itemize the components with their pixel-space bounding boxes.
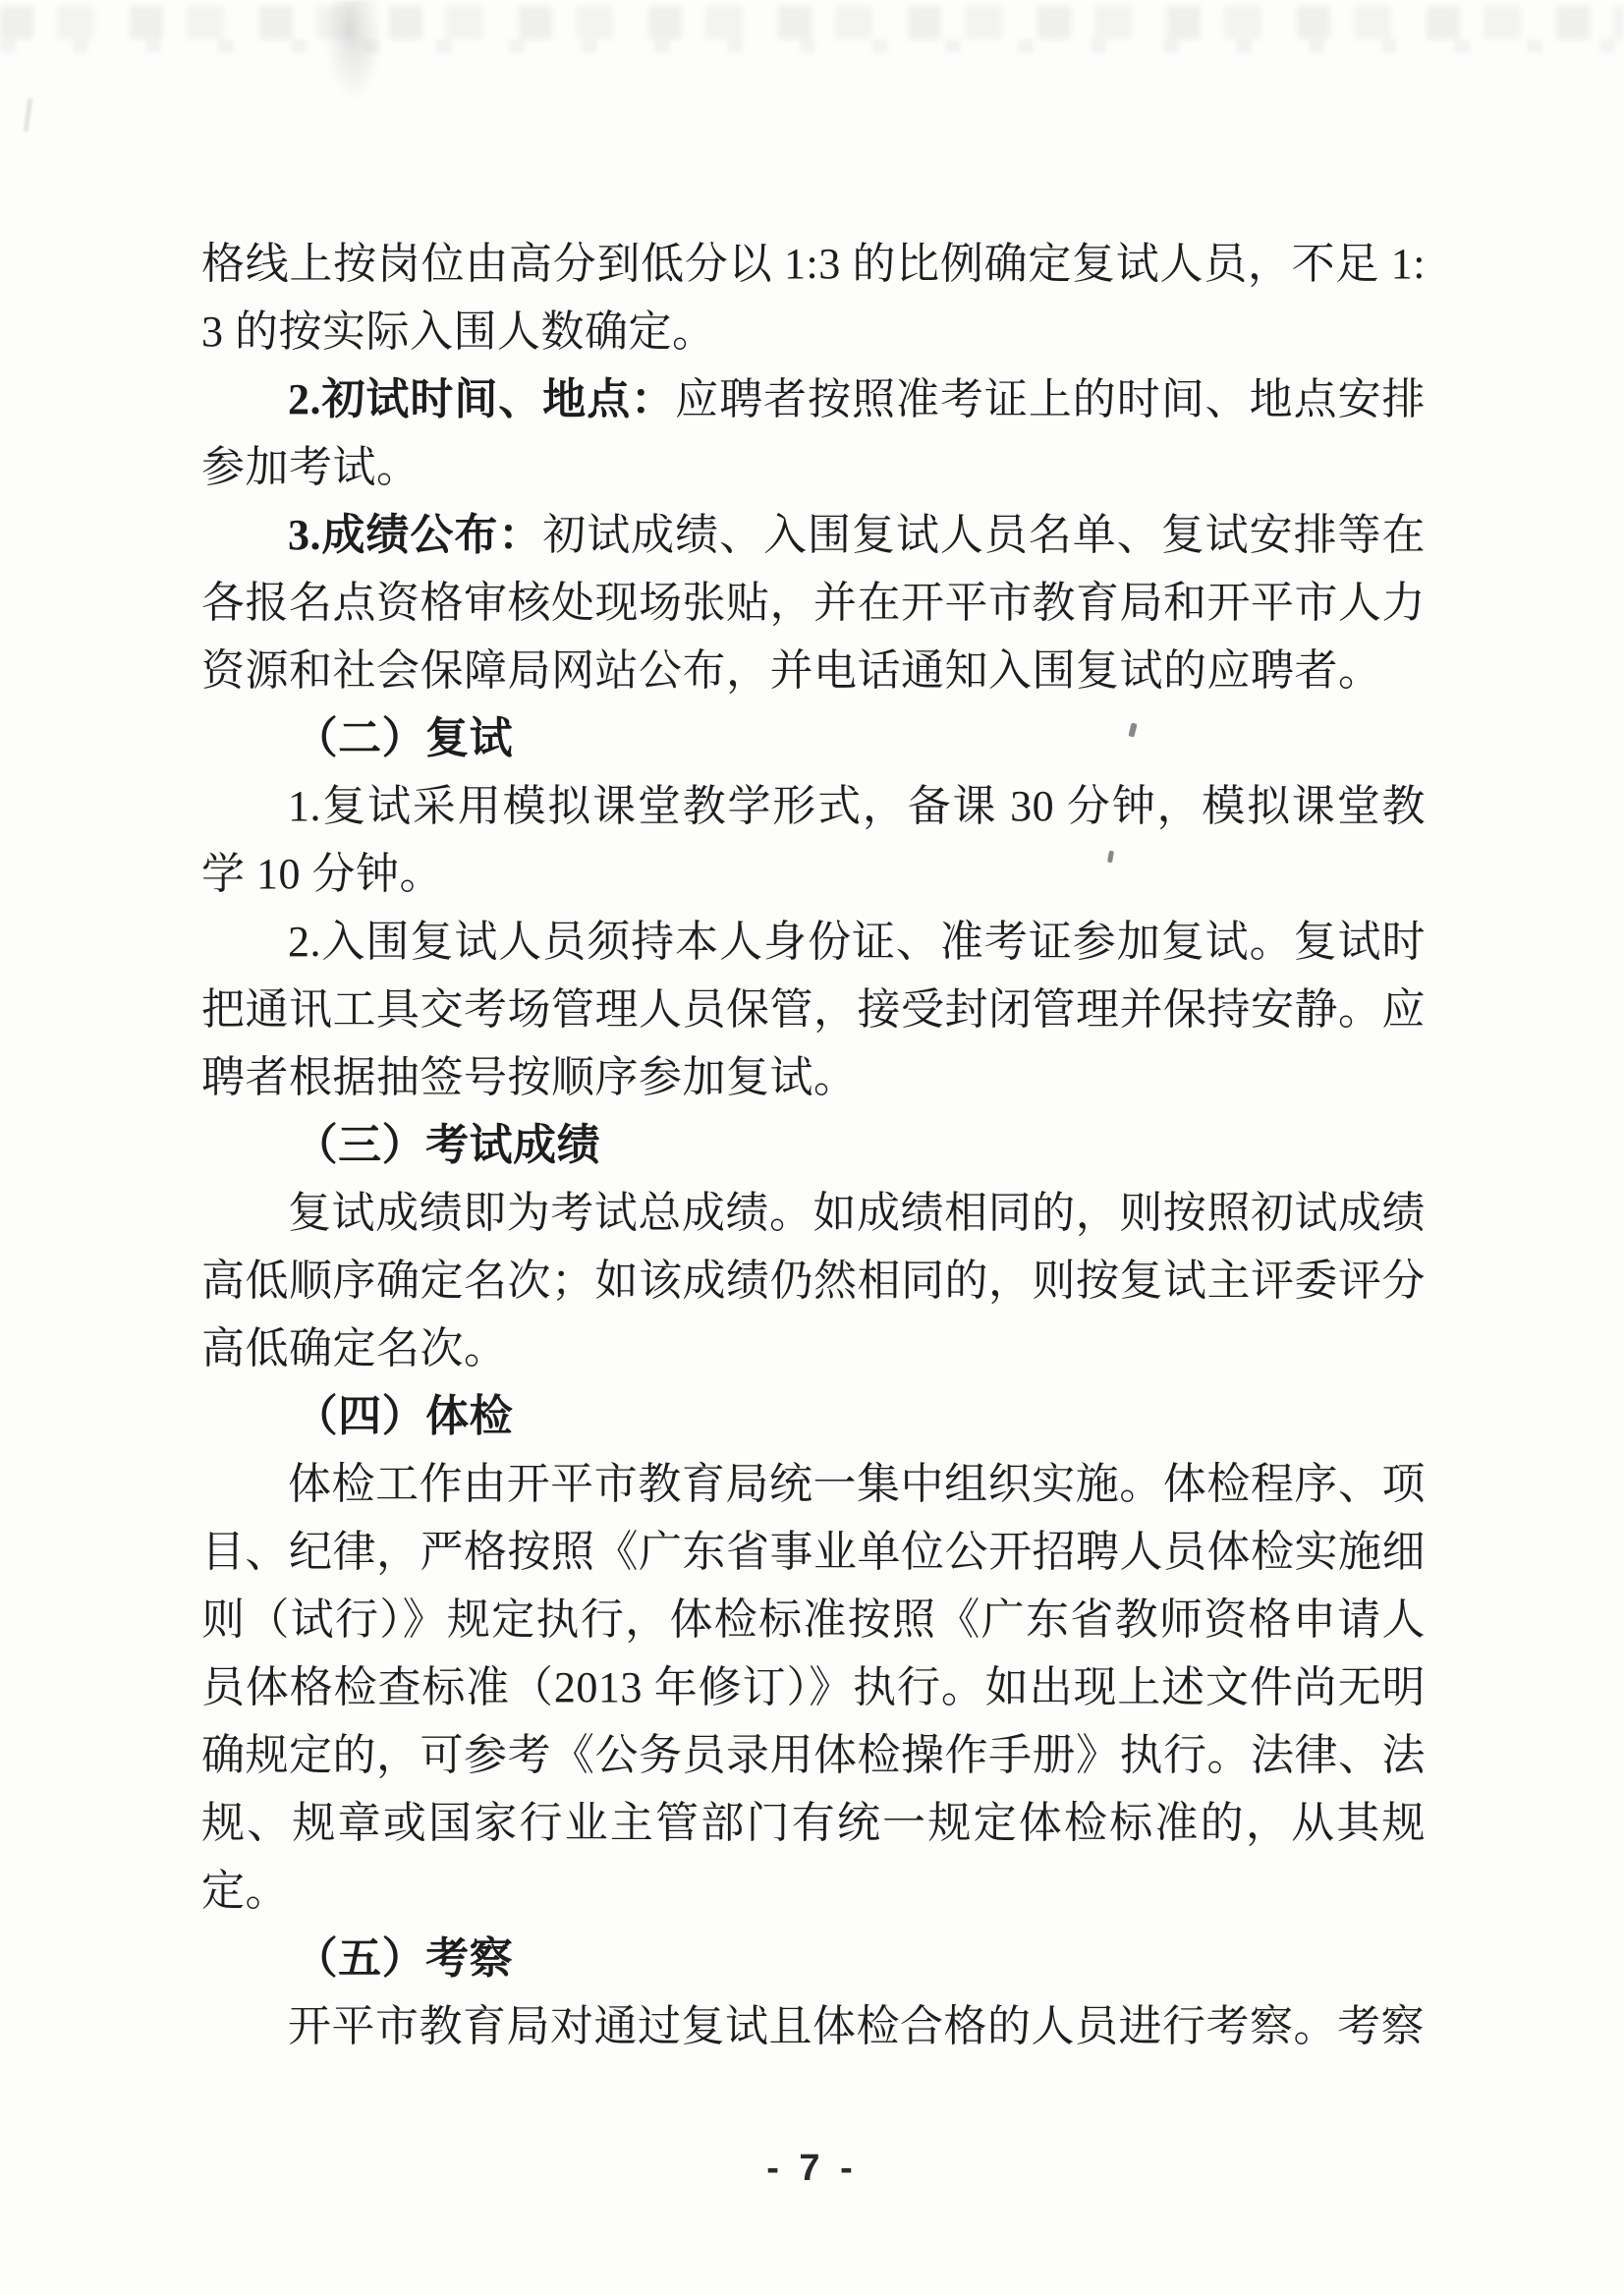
paragraph-text-bold: （二）复试 [294,714,514,762]
document-body [201,230,1426,2060]
paragraph-text: 应聘者按照准考证上的时间、地点安排参加考试。 [201,375,1426,491]
paragraph-text-bold: 2.初试时间、地点： [288,375,676,423]
section-heading [201,1382,1426,1450]
paragraph [201,772,1426,908]
paragraph [201,1450,1426,1925]
paragraph [201,1179,1426,1382]
paragraph-text: 2.入围复试人员须持本人身份证、准考证参加复试。复试时把通讯工具交考场管理人员保管，接受封闭管理并保持安静。应聘者根据抽签号按顺序参加复试。 [201,918,1426,1101]
scan-noise-band [0,6,1624,39]
scan-smudge [322,0,385,108]
paragraph [201,908,1426,1111]
paragraph-text: 开平市教育局对通过复试且体检合格的人员进行考察。考察 [288,2002,1425,2050]
section-heading [201,1925,1426,1992]
paragraph-text: 体检工作由开平市教育局统一集中组织实施。体检程序、项目、纪律，严格按照《广东省事业单位公开招聘人员体检实施细则（试行）》规定执行，体检标准按照《广东省教师资格申请人员体格检查标准（2013 年修订）》执行。如出现上述文件尚无明确规定的，可参考《公务员录用体检操作手册》执行。法律、法规、规章或国家行业主管部门有统一规定体检标准的，从其规定。 [201,1460,1426,1915]
paragraph [201,501,1426,704]
paragraph [201,1992,1426,2060]
paragraph-text: 复试成绩即为考试总成绩。如成绩相同的，则按照初试成绩高低顺序确定名次；如该成绩仍然相同的，则按复试主评委评分高低确定名次。 [201,1189,1426,1372]
paragraph-text: 1.复试采用模拟课堂教学形式，备课 30 分钟，模拟课堂教学 10 分钟。 [201,782,1426,898]
paragraph-text-bold: 3.成绩公布： [288,511,543,559]
paragraph-text-bold: （三）考试成绩 [294,1121,601,1169]
paragraph-text: 初试成绩、入围复试人员名单、复试安排等在各报名点资格审核处现场张贴，并在开平市教育局和开平市人力资源和社会保障局网站公布，并电话通知入围复试的应聘者。 [201,511,1427,695]
paragraph [201,230,1426,365]
page-number: - 7 - [766,2148,858,2189]
section-heading [201,1111,1426,1179]
paragraph-text: 格线上按岗位由高分到低分以 1:3 的比例确定复试人员，不足 1:3 的按实际入围人数确定。 [201,240,1426,356]
scan-noise-tick [24,98,33,132]
paragraph-text-bold: （五）考察 [294,1934,514,1983]
scan-noise-band-secondary [0,39,1624,53]
paragraph [201,365,1426,501]
paragraph-text-bold: （四）体检 [294,1392,514,1440]
section-heading [201,704,1426,772]
